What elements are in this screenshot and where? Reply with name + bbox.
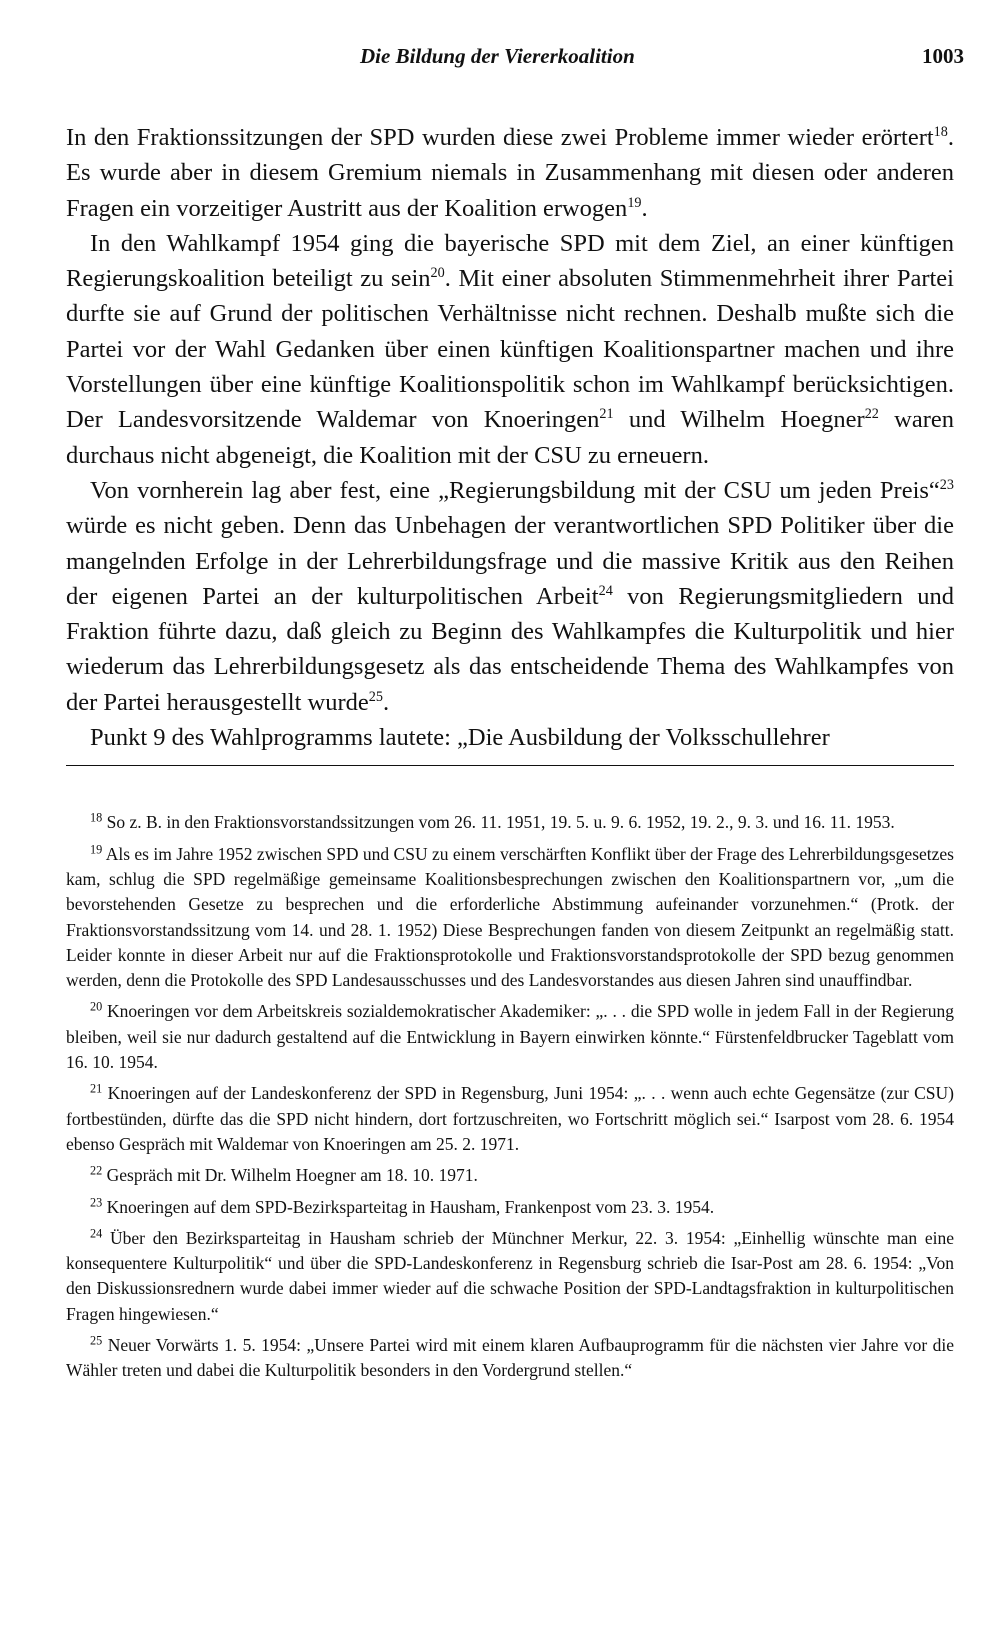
footnote-text: Als es im Jahre 1952 zwischen SPD und CSU zu einem verschärften Konflikt über der Frage des Lehrerbildungsgesetzes kam, schlug die SPD regelmäßige gemeinsame Koalitionsbesprechungen zwischen den Koalitionspartnern vor, „um die bevorstehenden Gesetze zu besprechen und die erforderliche Abstimmung aufeinander vorzunehmen.“ (Protk. der Fraktionsvorstandssitzung vom 14. und 28. 1. 1952) Diese Besprechungen fanden von diesem Zeitpunkt an regelmäßig statt. Leider konnte in dieser Arbeit nur auf die Fraktionsprotokolle und Fraktionsvorstandsprotokolle der SPD bezug genommen werden, denn die Protokolle des SPD Landesausschusses und des Landesvorstandes aus diesen Jahren sind unauffindbar. [66, 843, 954, 991]
footnote-number: 19 [90, 841, 103, 856]
footnote-text: Knoeringen auf der Landeskonferenz der SPD in Regensburg, Juni 1954: „. . . wenn auch echte Gegensätze (zur CSU) fortbestünden, dürfte das die SPD nicht hindern, dort fortzuschreiten, wo Fortschritt möglich sei.“ Isarpost vom 28. 6. 1954 ebenso Gespräch mit Waldemar von Knoeringen am 25. 2. 1971. [66, 1083, 954, 1154]
footnote-text: Knoeringen auf dem SPD-Bezirksparteitag in Hausham, Frankenpost vom 23. 3. 1954. [106, 1196, 715, 1217]
body-text-segment: von Regierungsmitgliedern und Fraktion führte dazu, daß gleich zu Beginn des Wahlkampfes die Kulturpolitik und hier wiederum das Lehrerbildungsgesetz als das entscheidende Thema des Wahlkampfes von der Partei herausgestellt wurde [66, 582, 954, 716]
footnote-ref-21[interactable]: 21 [599, 406, 614, 423]
footnote-text: Neuer Vorwärts 1. 5. 1954: „Unsere Partei wird mit einem klaren Aufbauprogramm für die nächsten vier Jahre vor die Wähler treten und dabei die Kulturpolitik besonders in den Vordergrund stellen.“ [66, 1334, 955, 1381]
footnote-ref-22[interactable]: 22 [864, 406, 879, 423]
body-text-segment: waren durchaus nicht abgeneigt, die Koalition mit der CSU zu erneuern. [66, 406, 954, 469]
footnote-21 [66, 1081, 954, 1157]
body-text [66, 120, 954, 755]
footnote-text: Knoeringen vor dem Arbeitskreis sozialdemokratischer Akademiker: „. . . die SPD wolle in jedem Fall in der Regierung bleiben, weil sie nur dadurch gestaltend auf die Entwicklung in Bayern einwirken könnte.“ Fürstenfeldbrucker Tageblatt vom 16. 10. 1954. [66, 1001, 954, 1073]
footnote-19 [66, 842, 954, 994]
footnote-text: So z. B. in den Fraktionsvorstandssitzungen vom 26. 11. 1951, 19. 5. u. 9. 6. 1952, 19. 2., 9. 3. und 16. 11. 1953. [106, 812, 895, 833]
footnote-25 [66, 1333, 954, 1384]
footnote-18 [66, 810, 954, 835]
body-text-segment: In den Wahlkampf 1954 ging die bayerische SPD mit dem Ziel, an einer künftigen Regierungskoalition beteiligt zu sein [66, 229, 954, 293]
footnote-ref-23[interactable]: 23 [939, 477, 954, 494]
footnote-number: 25 [90, 1333, 103, 1348]
body-text-segment: . Mit einer absoluten Stimmenmehrheit ihrer Partei durfte sie auf Grund der politischen Verhältnisse nicht rechnen. Deshalb mußte sich die Partei vor der Wahl Gedanken über einen künftigen Koalitionspartner machen und ihre Vorstellungen über eine künftige Koalitionspolitik schon im Wahlkampf berücksichtigen. Der Landesvorsitzende Waldemar von Knoeringen [66, 265, 954, 434]
footnote-number: 21 [90, 1081, 103, 1096]
book-page [66, 44, 964, 1390]
running-head [66, 44, 964, 80]
footnote-23 [66, 1195, 954, 1220]
body-paragraph-4: Punkt 9 des Wahlprogramms lautete: „Die Ausbildung der Volksschullehrer [90, 724, 830, 752]
footnote-text: Über den Bezirksparteitag in Hausham schrieb der Münchner Merkur, 22. 3. 1954: „Einhellig wünschte man eine konsequentere Kulturpolitik“ und über die SPD-Landeskonferenz in Regensburg schrieb die Isar-Post am 28. 6. 1954: „Von den Diskussionsrednern wurde dabei immer wieder auf die schwache Position der SPD-Landtagsfraktion in kulturpolitischen Fragen hingewiesen.“ [66, 1227, 954, 1324]
footnote-number: 18 [90, 810, 103, 825]
body-text-segment: In den Fraktionssitzungen der SPD wurden diese zwei Probleme immer wieder erörtert [66, 124, 934, 151]
body-text-segment: . [641, 194, 648, 222]
footnote-number: 22 [90, 1163, 103, 1178]
body-text-segment: . Es wurde aber in diesem Gremium niemals in Zusammenhang mit diesen oder anderen Fragen ein vorzeitiger Austritt aus der Koalition erwogen [66, 124, 954, 222]
body-paragraph-2 [66, 226, 954, 473]
footnote-ref-19[interactable]: 19 [627, 194, 642, 211]
body-paragraph-3 [66, 473, 954, 720]
body-text-segment: und Wilhelm Hoegner [613, 406, 865, 434]
footnote-separator [66, 765, 954, 766]
footnote-ref-20[interactable]: 20 [430, 265, 445, 282]
footnote-number: 20 [90, 999, 103, 1014]
footnote-text: Gespräch mit Dr. Wilhelm Hoegner am 18. 10. 1971. [106, 1165, 478, 1186]
footnotes [66, 810, 954, 1383]
body-text-segment: . [382, 688, 390, 716]
running-title: Die Bildung der Viererkoalition [360, 44, 635, 68]
footnote-number: 24 [90, 1226, 103, 1241]
footnote-ref-25[interactable]: 25 [368, 688, 383, 705]
footnote-20 [66, 999, 954, 1075]
footnote-22 [66, 1163, 954, 1188]
body-text-segment: würde es nicht geben. Denn das Unbehagen der verantwortlichen SPD Politiker über die mangelnden Erfolge in der Lehrerbildungsfrage und die massive Kritik aus den Reihen der eigenen Partei an der kulturpolitischen Arbeit [66, 512, 954, 610]
footnote-number: 23 [90, 1194, 103, 1209]
body-paragraph-1 [66, 120, 954, 226]
page-number: 1003 [922, 44, 964, 68]
footnote-ref-24[interactable]: 24 [598, 583, 613, 600]
footnote-24 [66, 1226, 954, 1327]
footnote-ref-18[interactable]: 18 [933, 124, 948, 141]
body-text-segment: Von vornherein lag aber fest, eine „Regierungsbildung mit der CSU um jeden Preis“ [90, 476, 940, 504]
